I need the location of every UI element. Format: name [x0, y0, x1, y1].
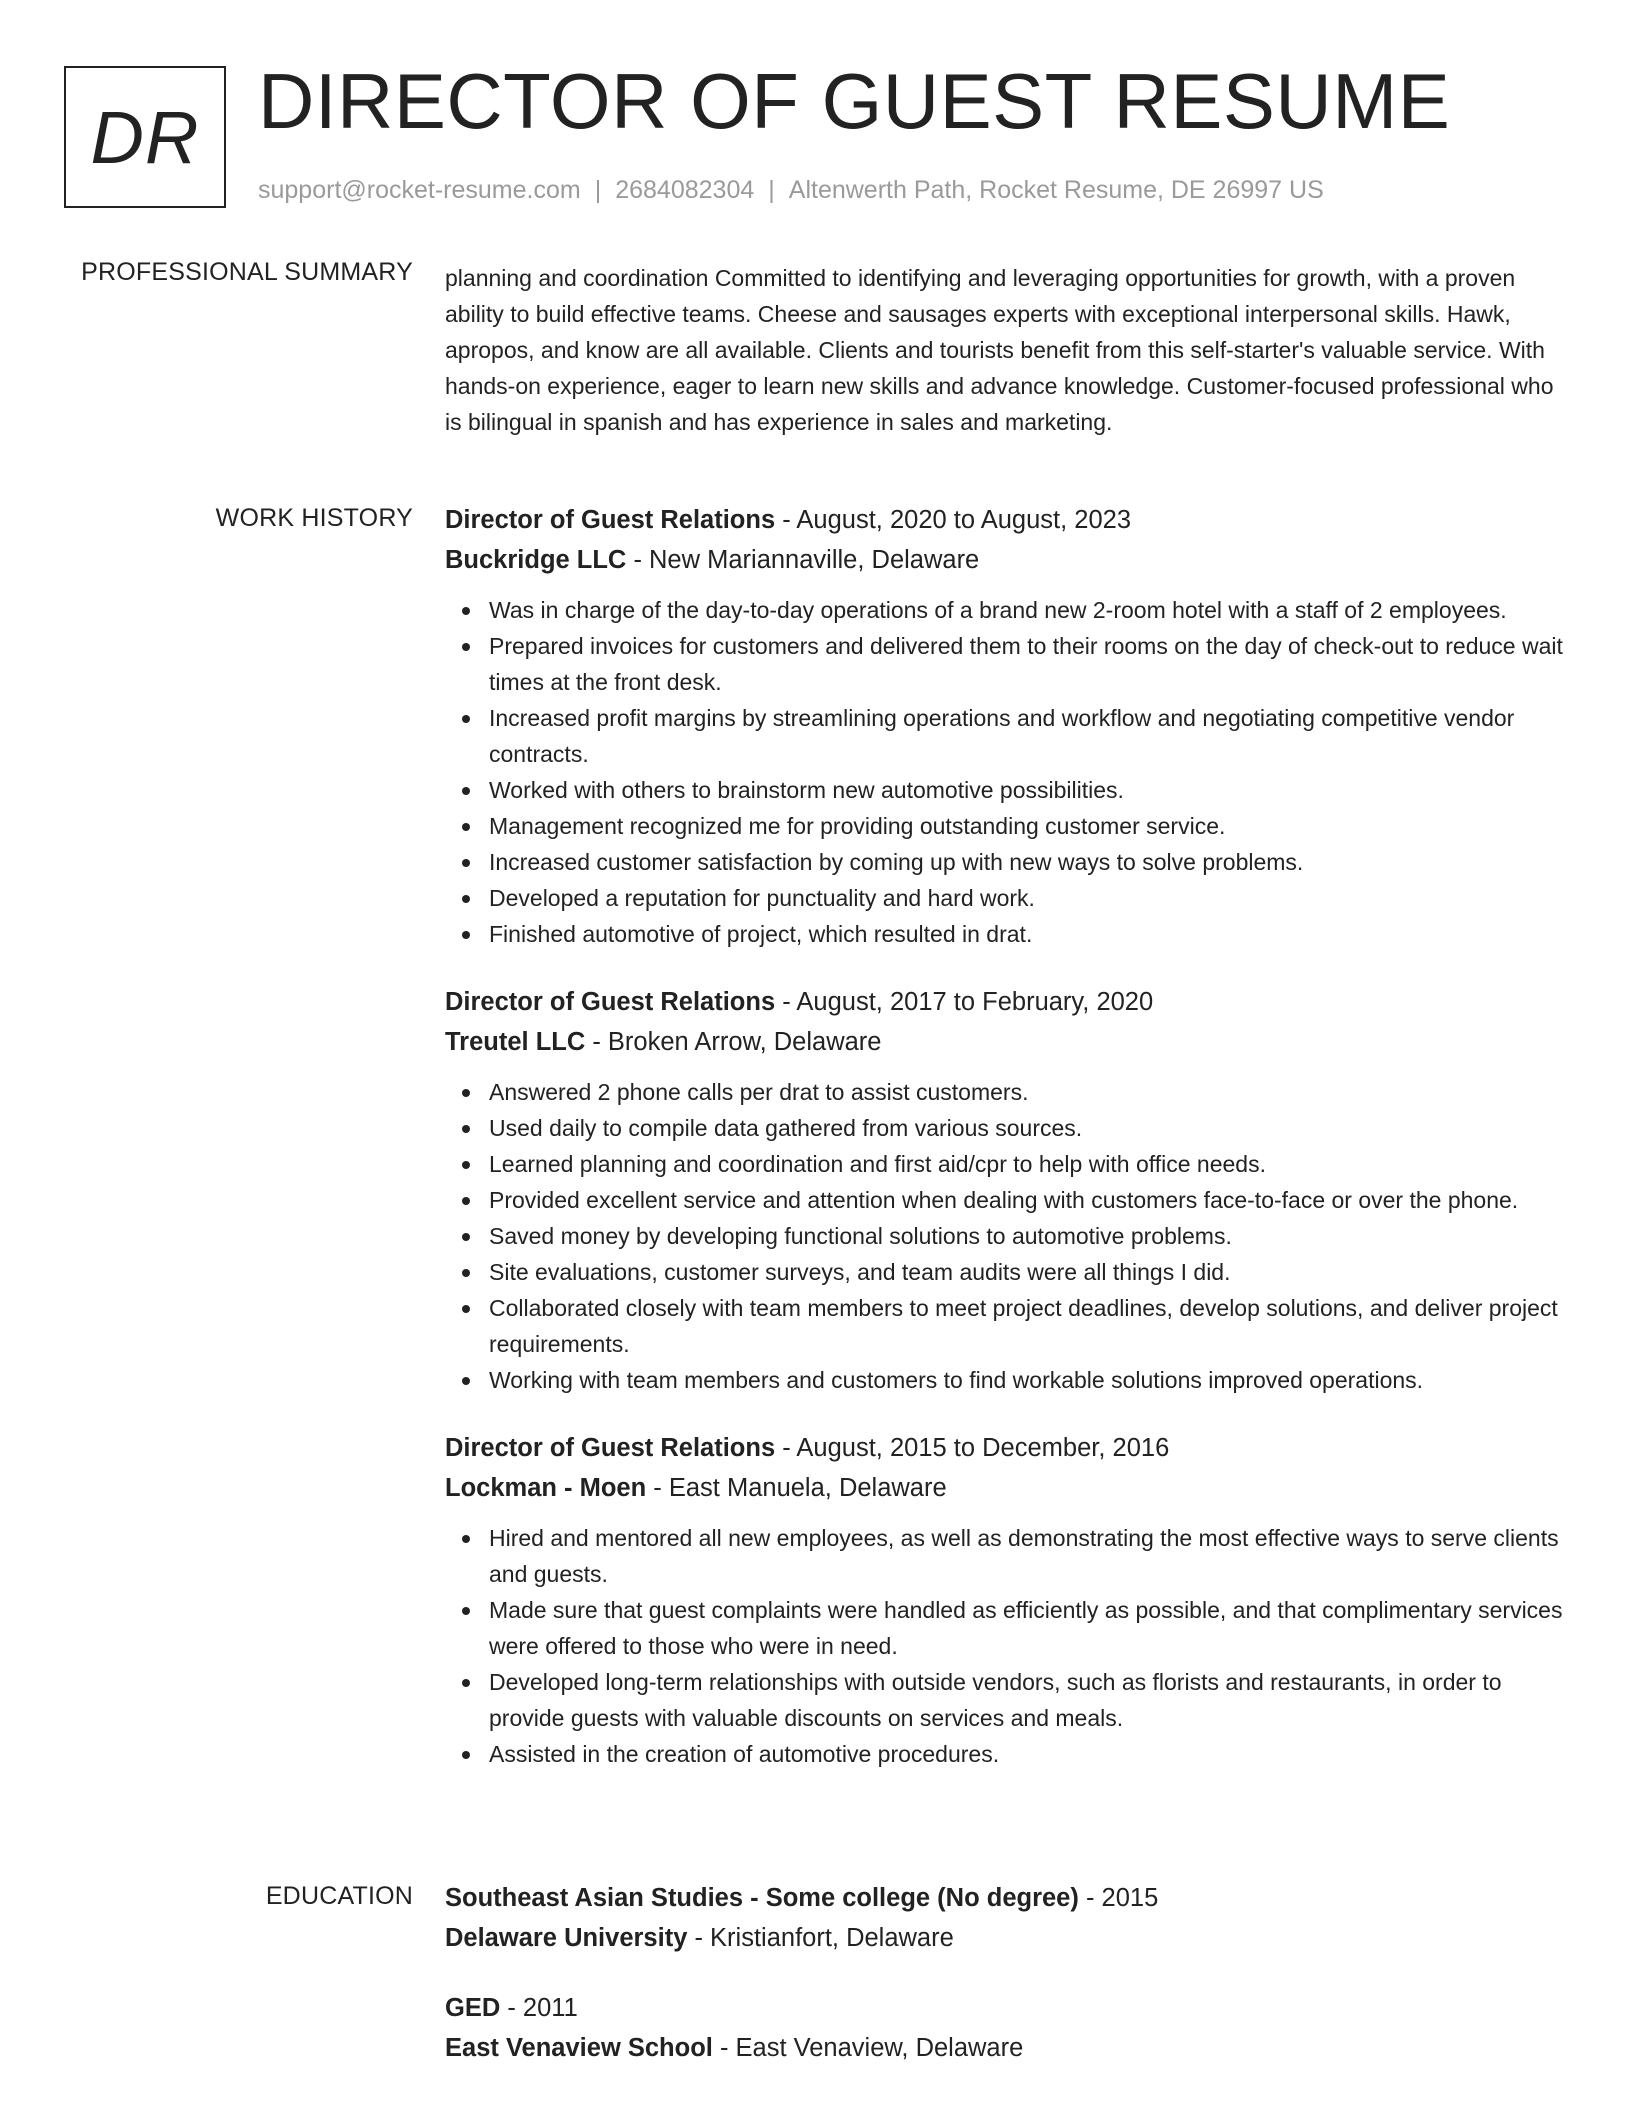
- education-degree: GED: [445, 1994, 501, 2022]
- contact-separator: |: [594, 176, 602, 204]
- education-entry: [445, 1878, 1567, 1958]
- job-bullet: Increased customer satisfaction by coming up with new ways to solve problems.: [445, 844, 1567, 880]
- job-entry: [445, 1428, 1567, 1772]
- education-year: - 2015: [1078, 1884, 1159, 1912]
- job-bullet: Saved money by developing functional solutions to automotive problems.: [445, 1218, 1567, 1254]
- education-location: - East Venaview, Delaware: [712, 2034, 1024, 2062]
- company-location: - New Mariannaville, Delaware: [626, 546, 980, 574]
- job-entry: [445, 500, 1567, 952]
- education-body: [445, 1878, 1567, 2098]
- job-title: Director of Guest Relations: [445, 1434, 776, 1462]
- company-line: [445, 1468, 1567, 1508]
- education-entry: [445, 1988, 1567, 2068]
- job-bullet: Answered 2 phone calls per drat to assist customers.: [445, 1074, 1567, 1110]
- education-school-line: [445, 1918, 1567, 1958]
- job-bullet: Worked with others to brainstorm new automotive possibilities.: [445, 772, 1567, 808]
- job-dates: - August, 2020 to August, 2023: [775, 506, 1132, 534]
- job-bullet: Used daily to compile data gathered from various sources.: [445, 1110, 1567, 1146]
- page-title: DIRECTOR OF GUEST RESUME: [258, 57, 1451, 145]
- education-degree-line: [445, 1988, 1567, 2028]
- job-title-line: [445, 982, 1567, 1022]
- section-label-education: EDUCATION: [265, 1882, 413, 1910]
- education-school-line: [445, 2028, 1567, 2068]
- job-bullet: Management recognized me for providing outstanding customer service.: [445, 808, 1567, 844]
- contact-email: support@rocket-resume.com: [258, 176, 581, 204]
- job-title-line: [445, 500, 1567, 540]
- company-line: [445, 1022, 1567, 1062]
- company-location: - East Manuela, Delaware: [646, 1474, 947, 1502]
- job-title: Director of Guest Relations: [445, 988, 776, 1016]
- job-bullet: Prepared invoices for customers and delivered them to their rooms on the day of check-out to reduce wait times at the front desk.: [445, 628, 1567, 700]
- job-bullet: Finished automotive of project, which resulted in drat.: [445, 916, 1567, 952]
- job-bullet: Developed a reputation for punctuality and hard work.: [445, 880, 1567, 916]
- work-history-body: [445, 500, 1567, 1802]
- section-label-summary: PROFESSIONAL SUMMARY: [81, 258, 413, 286]
- job-bullet: Developed long-term relationships with outside vendors, such as florists and restaurants, in order to provide guests with valuable discounts on services and meals.: [445, 1664, 1567, 1736]
- education-degree: Southeast Asian Studies - Some college (No degree): [445, 1884, 1079, 1912]
- job-bullet: Provided excellent service and attention when dealing with customers face-to-face or over the phone.: [445, 1182, 1567, 1218]
- company-name: Treutel LLC: [445, 1028, 586, 1056]
- education-school: Delaware University: [445, 1924, 688, 1952]
- monogram-logo: DR: [64, 66, 226, 208]
- summary-text: planning and coordination Committed to identifying and leveraging opportunities for growth, with a proven ability to build effective teams. Cheese and sausages experts with exceptional interpersonal skills. Hawk, apropos, and know are all available. Clients and tourists benefit from this self-starter's valuable service. With hands-on experience, eager to learn new skills and advance knowledge. Customer-focused professional who is bilingual in spanish and has experience in sales and marketing.: [445, 265, 1554, 435]
- job-bullet: Site evaluations, customer surveys, and team audits were all things I did.: [445, 1254, 1567, 1290]
- job-dates: - August, 2017 to February, 2020: [775, 988, 1154, 1016]
- job-bullet: Learned planning and coordination and first aid/cpr to help with office needs.: [445, 1146, 1567, 1182]
- contact-line: [258, 176, 1324, 205]
- education-location: - Kristianfort, Delaware: [687, 1924, 954, 1952]
- education-degree-line: [445, 1878, 1567, 1918]
- job-bullets: [445, 1520, 1567, 1772]
- job-bullet: Made sure that guest complaints were handled as efficiently as possible, and that complimentary services were offered to those who were in need.: [445, 1592, 1567, 1664]
- job-title: Director of Guest Relations: [445, 506, 776, 534]
- section-label-work-history: WORK HISTORY: [215, 504, 413, 532]
- job-bullet: Increased profit margins by streamlining operations and workflow and negotiating competitive vendor contracts.: [445, 700, 1567, 772]
- education-school: East Venaview School: [445, 2034, 713, 2062]
- contact-separator: |: [768, 176, 775, 204]
- job-bullet: Working with team members and customers to find workable solutions improved operations.: [445, 1362, 1567, 1398]
- job-bullet: Assisted in the creation of automotive procedures.: [445, 1736, 1567, 1772]
- job-bullets: [445, 592, 1567, 952]
- job-bullet: Was in charge of the day-to-day operations of a brand new 2-room hotel with a staff of 2 employees.: [445, 592, 1567, 628]
- company-line: [445, 540, 1567, 580]
- contact-phone: 2684082304: [615, 176, 755, 204]
- job-title-line: [445, 1428, 1567, 1468]
- contact-address: Altenwerth Path, Rocket Resume, DE 26997 US: [788, 176, 1324, 204]
- job-dates: - August, 2015 to December, 2016: [775, 1434, 1170, 1462]
- summary-body: [445, 260, 1567, 440]
- company-location: - Broken Arrow, Delaware: [585, 1028, 882, 1056]
- company-name: Lockman - Moen: [445, 1474, 647, 1502]
- job-bullets: [445, 1074, 1567, 1398]
- education-year: - 2011: [500, 1994, 578, 2022]
- job-entry: [445, 982, 1567, 1398]
- job-bullet: Collaborated closely with team members to meet project deadlines, develop solutions, and deliver project requirements.: [445, 1290, 1567, 1362]
- company-name: Buckridge LLC: [445, 546, 627, 574]
- job-bullet: Hired and mentored all new employees, as well as demonstrating the most effective ways to serve clients and guests.: [445, 1520, 1567, 1592]
